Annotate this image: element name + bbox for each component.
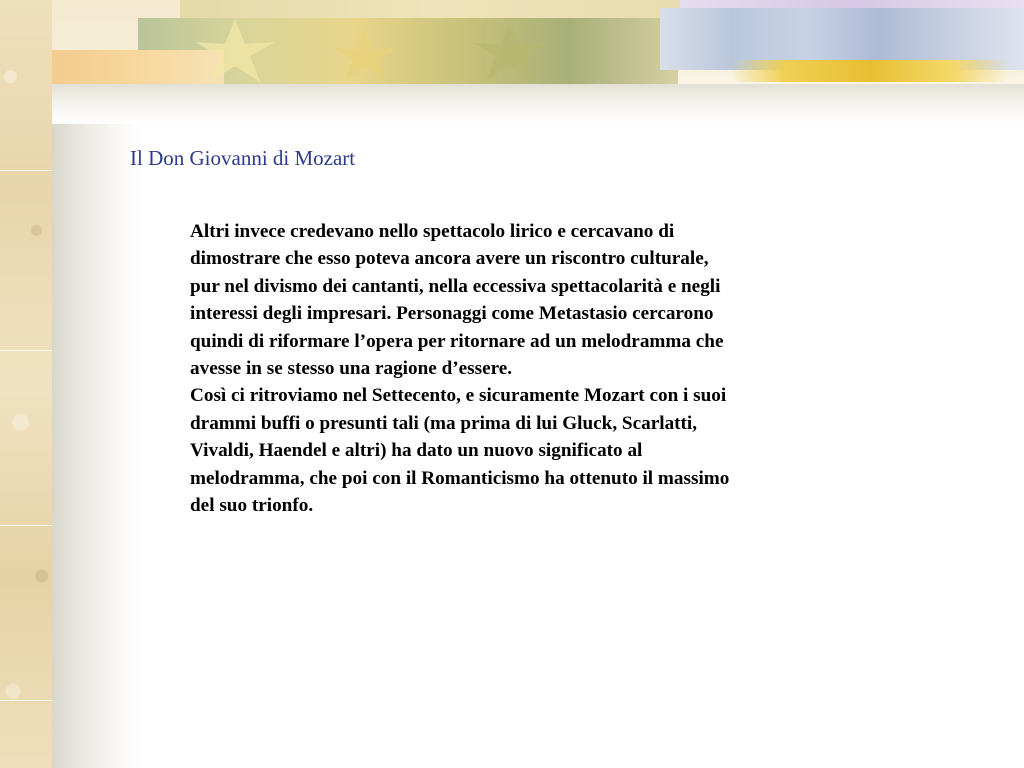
text-line: avesse in se stesso una ragione d’essere. bbox=[190, 358, 513, 380]
paragraph bbox=[190, 382, 990, 519]
text-line: melodramma, che poi con il Romanticismo ha ottenuto il massimo bbox=[190, 467, 730, 489]
text-line: dimostrare che esso poteva ancora avere un riscontro culturale, bbox=[190, 248, 709, 270]
text-line: Vivaldi, Haendel e altri) ha dato un nuovo significato al bbox=[190, 440, 643, 462]
text-line: Così ci ritroviamo nel Settecento, e sicuramente Mozart con i suoi bbox=[190, 385, 727, 407]
text-line: drammi buffi o presunti tali (ma prima di lui Gluck, Scarlatti, bbox=[190, 412, 698, 434]
gold-wheat-decoration bbox=[730, 60, 1010, 82]
slide-body bbox=[190, 218, 990, 519]
text-line: pur nel divismo dei cantanti, nella eccessiva spettacolarità e negli bbox=[190, 275, 721, 297]
text-line: interessi degli impresari. Personaggi come Metastasio cercarono bbox=[190, 303, 714, 325]
leaf-decoration-icon bbox=[470, 18, 550, 82]
parchment-border bbox=[0, 0, 52, 768]
text-line: del suo trionfo. bbox=[190, 495, 314, 517]
slide-title: Il Don Giovanni di Mozart bbox=[130, 146, 356, 170]
text-line: quindi di riformare l’opera per ritornare ad un melodramma che bbox=[190, 330, 724, 352]
paragraph bbox=[190, 218, 990, 382]
left-shadow bbox=[52, 88, 142, 768]
leaf-decoration-icon bbox=[330, 26, 400, 82]
text-line: Altri invece credevano nello spettacolo lirico e cercavano di bbox=[190, 221, 675, 242]
top-shadow bbox=[52, 84, 1024, 124]
leaf-decoration-icon bbox=[190, 14, 280, 84]
